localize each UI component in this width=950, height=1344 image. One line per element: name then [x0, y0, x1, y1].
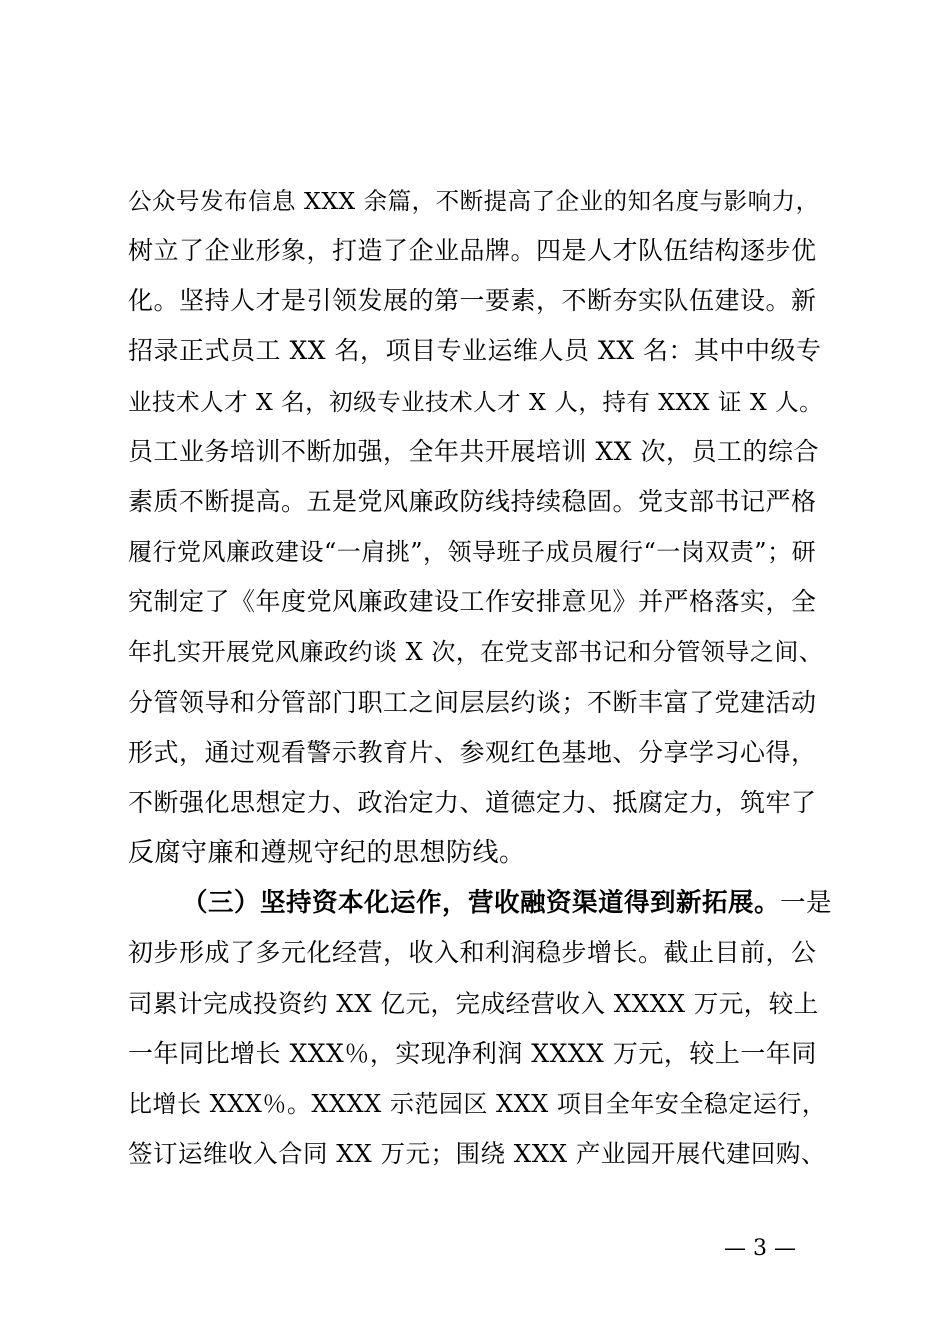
body-line: 履行党风廉政建设“一肩挑”，领导班子成员履行“一岗双责”；研 — [128, 538, 817, 566]
body-line: 招录正式员工 XX 名，项目专业运维人员 XX 名：其中中级专 — [128, 336, 822, 365]
section-heading-continuation: 一是 — [780, 888, 833, 918]
section-heading-line — [182, 888, 832, 918]
body-line: 公众号发布信息 XXX 余篇，不断提高了企业的知名度与影响力， — [128, 187, 820, 215]
body-line: 业技术人才 X 名，初级专业技术人才 X 人，持有 XXX 证 X 人。 — [128, 388, 824, 416]
body-line: 形式，通过观看警示教育片、参观红色基地、分享学习心得， — [128, 738, 817, 767]
page-number: — 3 — — [724, 1236, 796, 1261]
body-line: 年扎实开展党风廉政约谈 X 次，在党支部书记和分管领导之间、 — [128, 638, 824, 666]
body-line: 不断强化思想定力、政治定力、道德定力、抵腐定力，筑牢了 — [128, 788, 817, 817]
body-line: 化。坚持人才是引领发展的第一要素，不断夯实队伍建设。新 — [128, 286, 817, 315]
body-line: 司累计完成投资约 XX 亿元，完成经营收入 XXXX 万元，较上 — [128, 989, 819, 1018]
body-line: 初步形成了多元化经营，收入和利润稳步增长。截止目前，公 — [128, 938, 817, 967]
body-line: 分管领导和分管部门职工之间层层约谈；不断丰富了党建活动 — [128, 688, 817, 717]
body-line: 一年同比增长 XXX％，实现净利润 XXXX 万元，较上一年同 — [128, 1039, 817, 1068]
body-line: 反腐守廉和遵规守纪的思想防线。 — [128, 838, 526, 868]
section-heading: （三）坚持资本化运作，营收融资渠道得到新拓展。 — [182, 888, 781, 918]
body-line: 签订运维收入合同 XX 万元；围绕 XXX 产业园开展代建回购、 — [128, 1139, 826, 1168]
body-line: 树立了企业形象，打造了企业品牌。四是人才队伍结构逐步优 — [128, 236, 817, 265]
body-line: 素质不断提高。五是党风廉政防线持续稳固。党支部书记严格 — [128, 487, 817, 516]
body-line: 究制定了《年度党风廉政建设工作安排意见》并严格落实，全 — [128, 587, 817, 616]
body-line: 比增长 XXX％。XXXX 示范园区 XXX 项目全年安全稳定运行， — [128, 1090, 827, 1118]
body-line: 员工业务培训不断加强，全年共开展培训 XX 次，员工的综合 — [128, 437, 819, 466]
